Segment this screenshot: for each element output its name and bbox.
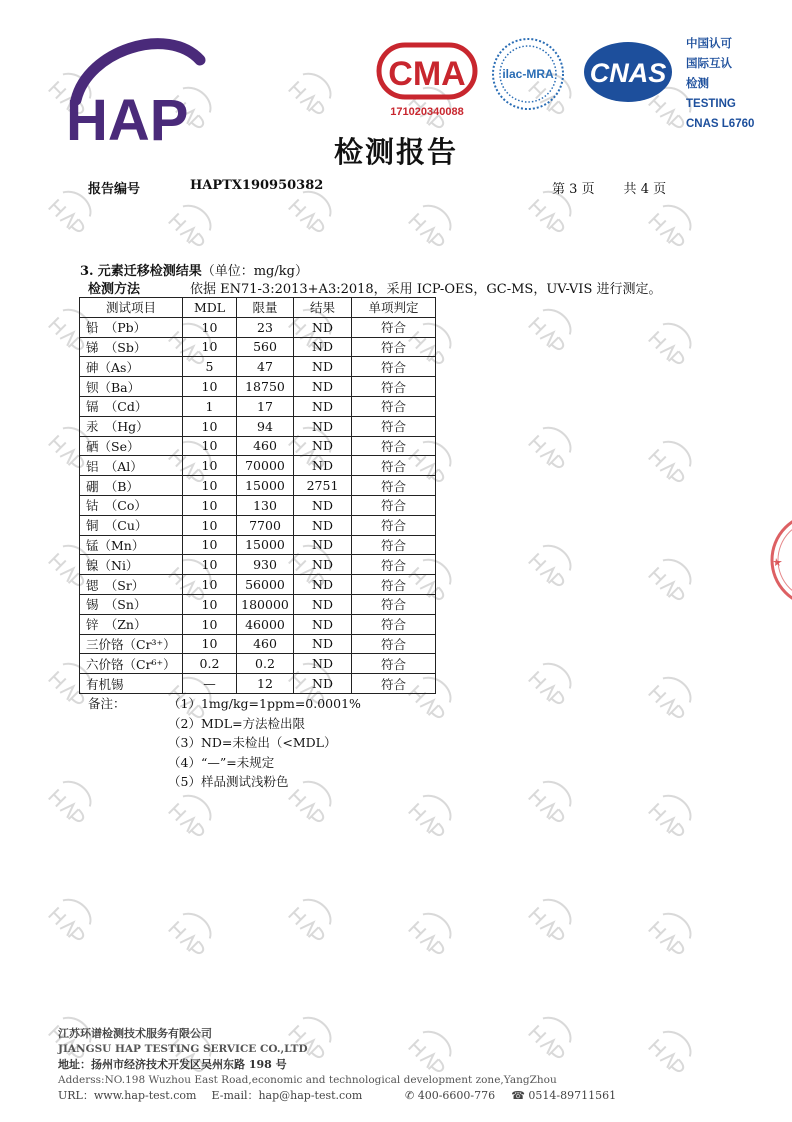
watermark-mark [647,789,698,840]
test-item-cell: 镉 （Cd） [80,396,183,416]
verdict-cell: 符合 [352,495,436,515]
table-row [80,436,436,456]
result-cell: ND [294,377,352,397]
note-item: （5）样品测试浅粉色 [168,774,289,790]
watermark-mark [527,775,578,826]
fax-icon: ☎ [511,1089,525,1102]
watermark-mark [407,199,458,250]
table-row [80,476,436,496]
table-row [80,654,436,674]
limit-cell: 180000 [237,594,294,614]
verdict-cell: 符合 [352,634,436,654]
column-header: 单项判定 [352,298,436,318]
table-row [80,357,436,377]
limit-cell: 46000 [237,614,294,634]
notes-label: 备注： [88,696,126,711]
result-cell: ND [294,654,352,674]
cert-line: 检测 [686,78,709,90]
svg-text:ilac-MRA: ilac-MRA [502,67,554,81]
test-item-cell: 铅 （Pb） [80,317,183,337]
table-row [80,614,436,634]
test-item-cell: 锡 （Sn） [80,594,183,614]
verdict-cell: 符合 [352,515,436,535]
phone-number: 400-6600-776 [417,1089,496,1102]
test-item-cell: 铝 （Al） [80,456,183,476]
table-header-row [80,298,436,318]
limit-cell: 460 [237,634,294,654]
table-row [80,396,436,416]
test-item-cell: 锰（Mn） [80,535,183,555]
result-cell: ND [294,396,352,416]
mdl-cell: 10 [183,515,237,535]
limit-cell: 15000 [237,476,294,496]
page-title: 检测报告 [333,135,458,169]
section-heading: 3. 元素迁移检测结果（单位：mg/kg） [80,264,308,279]
result-cell: ND [294,357,352,377]
watermark-mark [527,303,578,354]
table-row [80,515,436,535]
limit-cell: 23 [237,317,294,337]
website-link[interactable]: URL：www.hap-test.com [58,1089,197,1102]
limit-cell: 12 [237,674,294,694]
accreditation-text [686,34,754,134]
table-row [80,495,436,515]
limit-cell: 130 [237,495,294,515]
result-cell: ND [294,575,352,595]
verdict-cell: 符合 [352,654,436,674]
verdict-cell: 符合 [352,416,436,436]
limit-cell: 17 [237,396,294,416]
limit-cell: 47 [237,357,294,377]
watermark-mark [287,893,338,944]
test-item-cell: 六价铬（Cr⁶⁺） [80,654,183,674]
section-title: 元素迁移检测结果 [97,264,202,279]
address-cn: 地址：扬州市经济技术开发区吴州东路 198 号 [58,1058,287,1071]
email-link[interactable]: E-mail：hap@hap-test.com [211,1089,363,1102]
result-cell: ND [294,594,352,614]
verdict-cell: 符合 [352,674,436,694]
test-item-cell: 有机锡 [80,674,183,694]
watermark-mark [407,789,458,840]
verdict-cell: 符合 [352,594,436,614]
mdl-cell: 10 [183,317,237,337]
table-row [80,317,436,337]
mdl-cell: 10 [183,535,237,555]
mdl-cell: 10 [183,436,237,456]
page-indicator: 第 3 页 共 4 页 [552,182,667,197]
test-item-cell: 钴 （Co） [80,495,183,515]
cert-line: 国际互认 [686,58,732,70]
test-item-cell: 三价铬（Cr³⁺） [80,634,183,654]
column-header: MDL [183,298,237,318]
verdict-cell: 符合 [352,456,436,476]
mdl-cell: 10 [183,594,237,614]
method-label: 检测方法 [88,282,141,297]
result-cell: ND [294,317,352,337]
column-header: 结果 [294,298,352,318]
table-row [80,535,436,555]
test-item-cell: 铜 （Cu） [80,515,183,535]
mdl-cell: 10 [183,634,237,654]
mdl-cell: 10 [183,614,237,634]
watermark-mark [527,539,578,590]
limit-cell: 7700 [237,515,294,535]
mdl-cell: 10 [183,495,237,515]
mdl-cell: 10 [183,416,237,436]
cma-number: 171020340088 [390,106,464,118]
verdict-cell: 符合 [352,535,436,555]
mdl-cell: 10 [183,555,237,575]
cert-line: CNAS L6760 [686,118,755,130]
svg-text:CMA: CMA [388,55,466,93]
table-row [80,575,436,595]
limit-cell: 460 [237,436,294,456]
cert-line: 中国认可 [686,38,732,50]
result-cell: ND [294,416,352,436]
test-item-cell: 锌 （Zn） [80,614,183,634]
table-row [80,416,436,436]
section-unit: （单位：mg/kg） [201,264,308,279]
limit-cell: 94 [237,416,294,436]
seal-stamp [768,510,792,610]
report-number-label: 报告编号 [88,182,141,197]
table-row [80,555,436,575]
test-item-cell: 锑 （Sb） [80,337,183,357]
mdl-cell: 10 [183,476,237,496]
footer [58,1026,658,1104]
mdl-cell: 10 [183,575,237,595]
watermark-mark [167,199,218,250]
company-name-en: JIANGSU HAP TESTING SERVICE CO.,LTD [58,1042,308,1055]
test-item-cell: 钡（Ba） [80,377,183,397]
result-cell: ND [294,337,352,357]
mdl-cell: 10 [183,337,237,357]
watermark-mark [527,657,578,708]
verdict-cell: 符合 [352,575,436,595]
svg-text:CNAS: CNAS [589,58,667,88]
method-text: 依据 EN71-3:2013+A3:2018，采用 ICP-OES，GC-MS，UV-VIS 进行测定。 [190,282,662,297]
test-item-cell: 汞 （Hg） [80,416,183,436]
test-item-cell: 硼 （B） [80,476,183,496]
note-item: （3）ND=未检出（<MDL） [168,735,337,751]
limit-cell: 56000 [237,575,294,595]
notes-list [168,694,361,792]
limit-cell: 930 [237,555,294,575]
report-number: HAPTX190950382 [190,178,324,193]
watermark-mark [407,907,458,958]
note-item: （4）“—”=未规定 [168,754,275,770]
cnas-logo [582,40,674,104]
result-cell: ND [294,634,352,654]
contact-line [58,1088,658,1104]
hap-logo-text: HAP [66,88,189,150]
note-item: （2）MDL=方法检出限 [168,715,306,731]
watermark-mark [647,435,698,486]
verdict-cell: 符合 [352,377,436,397]
result-cell: ND [294,515,352,535]
column-header: 限量 [237,298,294,318]
watermark-mark [167,789,218,840]
watermark-mark [647,553,698,604]
test-item-cell: 锶 （Sr） [80,575,183,595]
limit-cell: 18750 [237,377,294,397]
mdl-cell: — [183,674,237,694]
table-row [80,456,436,476]
table-row [80,594,436,614]
mdl-cell: 1 [183,396,237,416]
watermark-mark [647,199,698,250]
result-cell: ND [294,555,352,575]
verdict-cell: 符合 [352,337,436,357]
note-item: （1）1mg/kg=1ppm=0.0001% [168,696,361,711]
test-item-cell: 硒（Se） [80,436,183,456]
verdict-cell: 符合 [352,436,436,456]
current-page: 3 [569,182,578,197]
table-row [80,377,436,397]
address-en: Adderss:NO.198 Wuzhou East Road,economic and technological development zone,YangZhou [58,1073,557,1086]
verdict-cell: 符合 [352,476,436,496]
company-name-cn: 江苏环谱检测技术服务有限公司 [58,1027,212,1040]
test-item-cell: 镍（Ni） [80,555,183,575]
table-row [80,337,436,357]
limit-cell: 70000 [237,456,294,476]
result-cell: ND [294,535,352,555]
watermark-mark [47,775,98,826]
mdl-cell: 10 [183,456,237,476]
verdict-cell: 符合 [352,357,436,377]
table-row [80,634,436,654]
result-cell: 2751 [294,476,352,496]
watermark-mark [647,317,698,368]
total-pages: 4 [640,182,649,197]
cma-logo [376,42,478,104]
results-table [79,297,436,694]
verdict-cell: 符合 [352,614,436,634]
watermark-mark [527,421,578,472]
result-cell: ND [294,436,352,456]
mdl-cell: 10 [183,377,237,397]
limit-cell: 0.2 [237,654,294,674]
result-cell: ND [294,456,352,476]
mdl-cell: 0.2 [183,654,237,674]
cert-line: TESTING [686,98,736,110]
watermark-mark [647,671,698,722]
result-cell: ND [294,495,352,515]
verdict-cell: 符合 [352,317,436,337]
fax-number: 0514-89711561 [528,1089,617,1102]
watermark-mark [527,893,578,944]
table-row [80,674,436,694]
mdl-cell: 5 [183,357,237,377]
result-cell: ND [294,614,352,634]
verdict-cell: 符合 [352,396,436,416]
result-cell: ND [294,674,352,694]
watermark-mark [167,907,218,958]
verdict-cell: 符合 [352,555,436,575]
watermark-mark [647,907,698,958]
ilac-mra-logo [488,36,568,112]
column-header: 测试项目 [80,298,183,318]
watermark-mark [287,67,338,118]
phone-icon: ✆ [405,1089,415,1102]
limit-cell: 560 [237,337,294,357]
watermark-mark [47,893,98,944]
test-item-cell: 砷（As） [80,357,183,377]
limit-cell: 15000 [237,535,294,555]
